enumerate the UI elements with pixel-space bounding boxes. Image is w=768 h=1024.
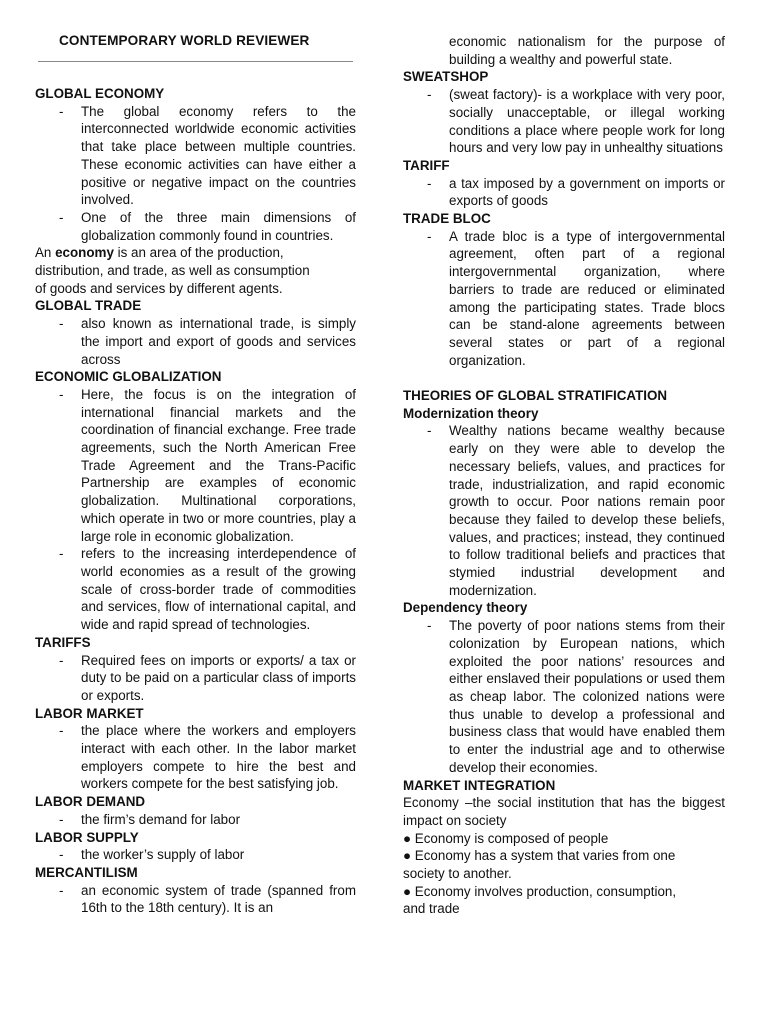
section-heading: ECONOMIC GLOBALIZATION <box>35 369 222 385</box>
definition-paragraph: Economy –the social institution that has the biggest impact on society <box>403 795 725 828</box>
list-item-text: One of the three main dimensions of globalization commonly found in countries. <box>81 209 356 243</box>
bullet-point-line: ● Economy is composed of people <box>403 830 609 846</box>
list-item-text: a tax imposed by a government on imports or exports of goods <box>449 175 725 209</box>
bullet-dash: - <box>427 87 432 103</box>
bullet-dash: - <box>59 723 64 739</box>
paragraph-line: distribution, and trade, as well as consumption <box>35 263 310 279</box>
section-heading: LABOR MARKET <box>35 705 144 721</box>
section-heading: SWEATSHOP <box>403 69 489 85</box>
list-item <box>35 386 356 545</box>
list-item-text: Required fees on imports or exports/ a tax or duty to be paid on a particular class of imports or exports. <box>81 652 356 703</box>
list-item-text: the worker’s supply of labor <box>81 847 245 863</box>
list-item-text: The poverty of poor nations stems from their colonization by European nations, which exploited the poor nations’ resources and either enslaved their populations or used them as cheap labor. The colonized nations were thus unable to develop a professional and business class that would have enabled them to enter the industrial age and to otherwise develop their economies. <box>449 618 725 775</box>
section-heading: GLOBAL TRADE <box>35 298 142 314</box>
bullet-dash: - <box>59 386 64 402</box>
list-item <box>403 422 725 599</box>
paragraph-line: An economy is an area of the production, <box>35 245 284 261</box>
bullet-dash: - <box>59 546 64 562</box>
list-item-text: the place where the workers and employers interact with each other. In the labor market employers compete to hire the best and workers compete for the best satisfying job. <box>81 723 356 792</box>
list-item <box>403 617 725 776</box>
list-item-text: (sweat factory)- is a workplace with very poor, socially unacceptable, or illegal working conditions a place where people work for long hours and very low pay in unhealthy situations <box>449 87 725 156</box>
section-heading: GLOBAL ECONOMY <box>35 86 165 101</box>
list-item-text: Here, the focus is on the integration of international financial markets and the coordination of financial exchange. Free trade agreements, such the North American Free Trade Agreement and the Trans-Pacific Partnership are examples of economic globalization. Multinational corporations, which operate in two or more countries, play a large role in economic globalization. <box>81 386 356 544</box>
list-item <box>35 722 356 793</box>
list-item <box>35 545 356 634</box>
list-item-continued <box>403 33 725 68</box>
section-heading: THEORIES OF GLOBAL STRATIFICATION <box>403 388 668 404</box>
list-item <box>35 209 356 244</box>
bullet-point-line: ● Economy involves production, consumption, <box>403 883 677 899</box>
section-heading: TARIFF <box>403 157 450 173</box>
section-spacer <box>403 369 725 387</box>
bullet-dash: - <box>427 618 432 634</box>
list-item <box>35 811 356 829</box>
list-item-text: The global economy refers to the interconnected worldwide economic activities that take place between multiple countries. These economic activities can have either a positive or negative impact on the countries involved. <box>81 103 356 208</box>
list-item-text: also known as international trade, is simply the import and export of goods and services across <box>81 316 356 367</box>
bullet-dash: - <box>59 209 64 225</box>
bullet-dash: - <box>59 652 64 668</box>
list-item <box>35 652 356 705</box>
list-item <box>35 846 356 864</box>
bullet-dash: - <box>59 103 64 119</box>
bullet-dash: - <box>427 228 432 244</box>
section-heading: TARIFFS <box>35 634 91 650</box>
list-item-text: refers to the increasing interdependence of world economies as a result of the growing scale of cross-border trade of commodities and services, flow of international capital, and wide and rapid spread of technologies. <box>81 546 356 633</box>
bullet-point-line: and trade <box>403 901 460 917</box>
list-item <box>403 175 725 210</box>
keyword-economy: economy <box>55 245 114 261</box>
bullet-spacer <box>403 33 449 68</box>
list-item <box>35 103 356 209</box>
bullet-dash: - <box>59 882 64 898</box>
paragraph-line: of goods and services by different agents. <box>35 280 283 296</box>
left-column <box>35 85 356 917</box>
bullet-dash: - <box>427 423 432 439</box>
list-item <box>403 86 725 157</box>
list-item <box>35 315 356 368</box>
bullet-dash: - <box>59 847 64 863</box>
section-heading: LABOR SUPPLY <box>35 829 139 845</box>
document-title: CONTEMPORARY WORLD REVIEWER <box>59 33 310 48</box>
definition-paragraph <box>35 244 356 297</box>
section-heading: MERCANTILISM <box>35 864 138 880</box>
list-item-text: an economic system of trade (spanned from 16th to the 18th century). It is an <box>81 882 356 916</box>
section-heading: MARKET INTEGRATION <box>403 777 556 793</box>
list-item-text: A trade bloc is a type of intergovernmental agreement, often part of a regional intergovernmental organization, where barriers to trade are reduced or eliminated among the participating states. Trade blocs can be stand-alone agreements between several states or part of a regional organization. <box>449 228 725 368</box>
list-item-text: Wealthy nations became wealthy because early on they were able to develop the necessary beliefs, values, and practices for trade, industrialization, and rapid economic growth to occur. Poor nations remain poor because they failed to develop these beliefs, values, and practices; instead, they continued to follow traditional beliefs and practices that stymied industrial development and modernization. <box>449 423 725 598</box>
list-item-text: economic nationalism for the purpose of building a wealthy and powerful state. <box>449 34 725 67</box>
list-item <box>35 882 356 917</box>
section-heading: Dependency theory <box>403 600 528 616</box>
bullet-dash: - <box>427 175 432 191</box>
section-heading: TRADE BLOC <box>403 211 491 227</box>
list-item-text: the firm’s demand for labor <box>81 811 241 827</box>
right-column <box>403 33 725 918</box>
bullet-point-line: society to another. <box>403 866 512 882</box>
bullet-dash: - <box>59 316 64 332</box>
list-item <box>403 228 725 370</box>
title-divider <box>38 61 353 62</box>
bullet-dash: - <box>59 811 64 827</box>
bullet-point-line: ● Economy has a system that varies from one <box>403 848 676 864</box>
section-heading: LABOR DEMAND <box>35 794 146 810</box>
section-heading: Modernization theory <box>403 405 539 421</box>
